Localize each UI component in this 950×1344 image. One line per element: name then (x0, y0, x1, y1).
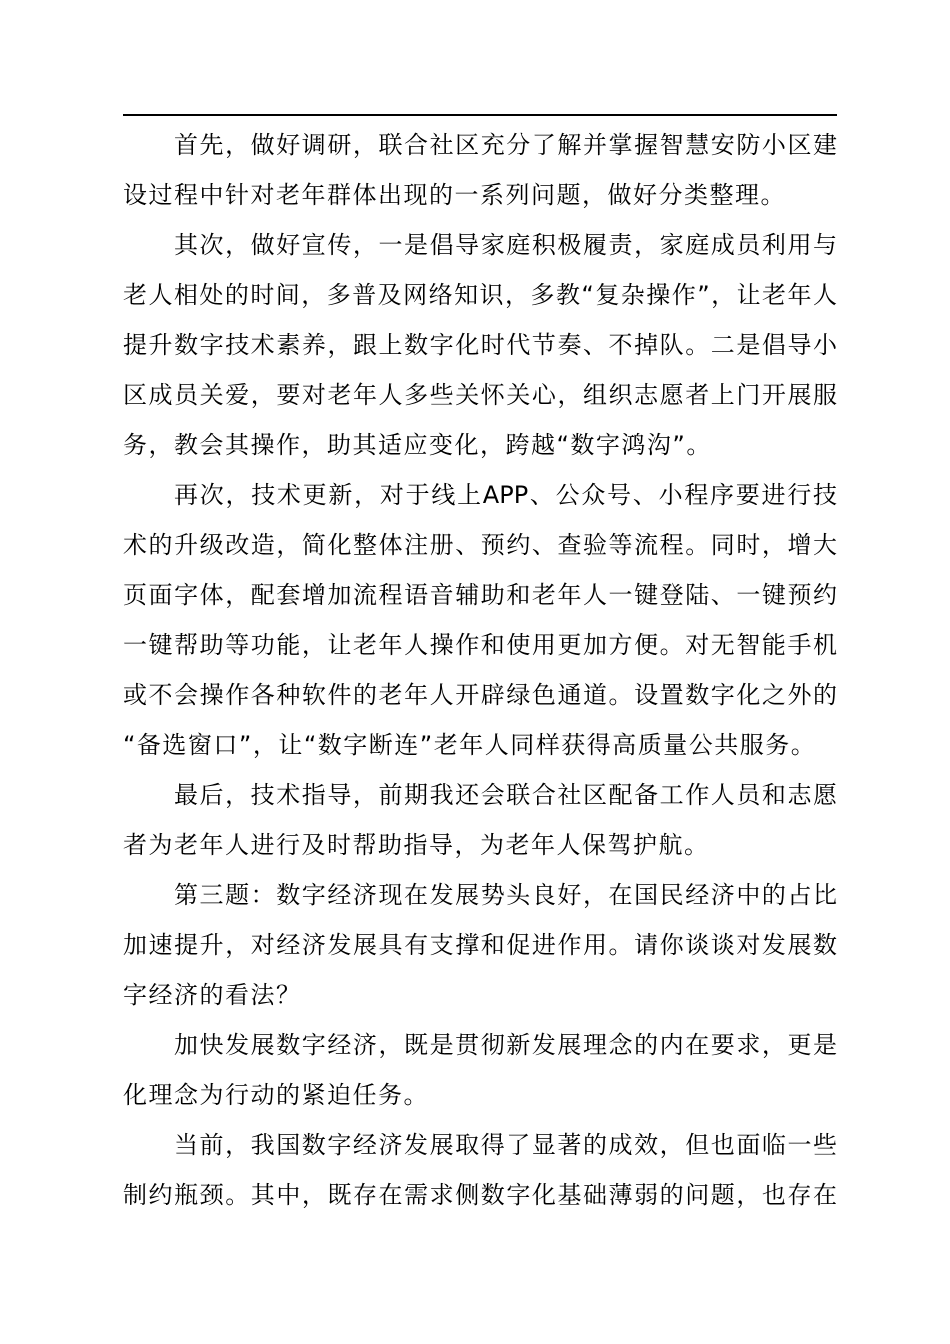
paragraph-5-line-3: 字经济的看法？ (123, 981, 302, 1009)
paragraph-3-line-6: “备选窗口”，让“数字断连”老年人同样获得高质量公共服务。 (123, 731, 817, 759)
paragraph-2-line-2: 老人相处的时间，多普及网络知识，多教“复杂操作”，让老年人 (123, 281, 837, 309)
paragraph-1-line-2: 设过程中针对老年群体出现的一系列问题，做好分类整理。 (123, 181, 786, 209)
document-body (123, 120, 837, 1220)
paragraph-7-line-2: 制约瓶颈。其中，既存在需求侧数字化基础薄弱的问题，也存在 (123, 1181, 837, 1209)
paragraph-1-line-1: 首先，做好调研，联合社区充分了解并掌握智慧安防小区建 (174, 131, 837, 159)
paragraph-5-line-2: 加速提升，对经济发展具有支撑和促进作用。请你谈谈对发展数 (123, 931, 837, 959)
paragraph-3-line-4: 一键帮助等功能，让老年人操作和使用更加方便。对无智能手机 (123, 631, 837, 659)
paragraph-6-line-1: 加快发展数字经济，既是贯彻新发展理念的内在要求，更是 (174, 1031, 837, 1059)
paragraph-5-line-1: 第三题：数字经济现在发展势头良好，在国民经济中的占比 (174, 881, 837, 909)
paragraph-1 (123, 120, 837, 220)
paragraph-2 (123, 220, 837, 470)
paragraph-3-line-3: 页面字体，配套增加流程语音辅助和老年人一键登陆、一键预约 (123, 581, 837, 609)
paragraph-2-line-4: 区成员关爱，要对老年人多些关怀关心，组织志愿者上门开展服 (123, 381, 837, 409)
paragraph-2-line-5: 务，教会其操作，助其适应变化，跨越“数字鸿沟”。 (123, 431, 712, 459)
paragraph-2-line-1: 其次，做好宣传，一是倡导家庭积极履责，家庭成员利用与 (174, 231, 837, 259)
paragraph-6 (123, 1020, 837, 1120)
paragraph-7-line-1: 当前，我国数字经济发展取得了显著的成效，但也面临一些 (174, 1131, 837, 1159)
paragraph-3-line-2: 术的升级改造，简化整体注册、预约、查验等流程。同时，增大 (123, 531, 837, 559)
paragraph-2-line-3: 提升数字技术素养，跟上数字化时代节奏、不掉队。二是倡导小 (123, 331, 837, 359)
paragraph-4-line-2: 者为老年人进行及时帮助指导，为老年人保驾护航。 (123, 831, 710, 859)
paragraph-4-line-1: 最后，技术指导，前期我还会联合社区配备工作人员和志愿 (174, 781, 837, 809)
paragraph-3-line-1: 再次，技术更新，对于线上APP、公众号、小程序要进行技 (174, 481, 837, 509)
paragraph-6-line-2: 化理念为行动的紧迫任务。 (123, 1081, 429, 1109)
paragraph-3-line-5: 或不会操作各种软件的老年人开辟绿色通道。设置数字化之外的 (123, 681, 837, 709)
paragraph-5-question (123, 870, 837, 1020)
paragraph-3 (123, 470, 837, 770)
paragraph-4 (123, 770, 837, 870)
header-rule (123, 114, 837, 116)
paragraph-7 (123, 1120, 837, 1220)
